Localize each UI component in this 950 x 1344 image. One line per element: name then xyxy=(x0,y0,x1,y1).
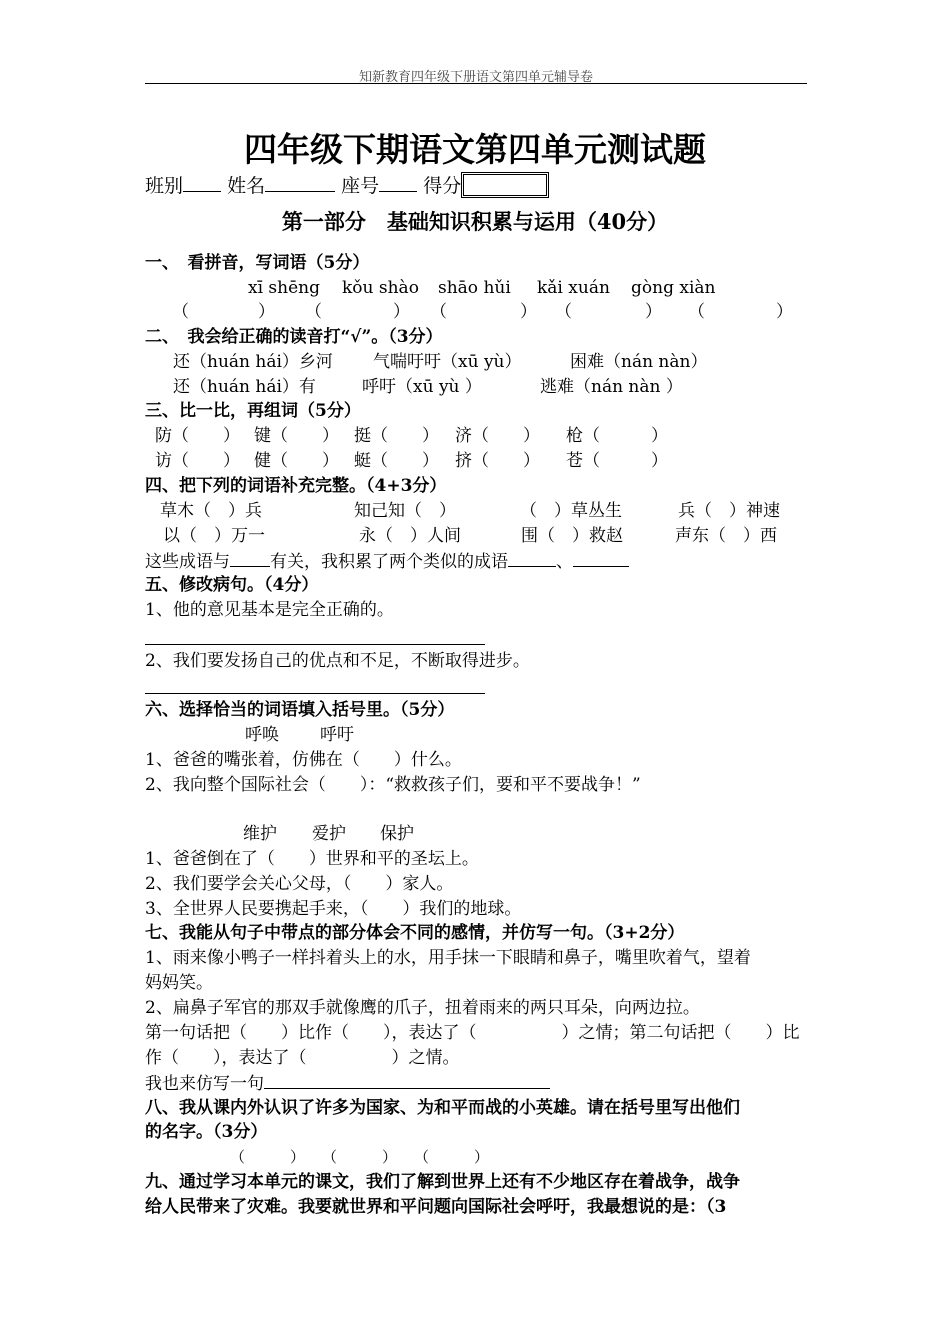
paren-close: ） xyxy=(393,302,410,322)
q2-item: 呼吁（xū yù ） xyxy=(362,377,482,397)
q7-imitate-label: 我也来仿写一句 xyxy=(145,1074,264,1094)
word-option: 维护 xyxy=(243,824,277,844)
q1-title: 一、 看拼音，写词语（5分） xyxy=(145,253,370,273)
class-label: 班别 xyxy=(145,175,184,197)
hero-name-blank[interactable]: （ ） xyxy=(414,1148,490,1166)
answer-blank[interactable] xyxy=(230,550,270,567)
q5-title: 五、修改病句。（4分） xyxy=(145,575,319,595)
q4-summary xyxy=(145,550,629,573)
pinyin-4: kǎi xuán xyxy=(537,278,610,298)
q3-title: 三、比一比，再组词（5分） xyxy=(145,401,361,421)
q3-item: 访（ ） xyxy=(155,451,240,471)
q7-imitate xyxy=(145,1072,550,1095)
paren-open: （ xyxy=(555,302,572,322)
q7-fill-text: 作（ ），表达了（ ）之情。 xyxy=(145,1048,460,1068)
word-option: 爱护 xyxy=(312,824,346,844)
paren-close: ） xyxy=(258,302,275,322)
paren-open: （ xyxy=(688,302,705,322)
q4-item: （ ）草丛生 xyxy=(520,501,622,521)
q3-item: 蜓（ ） xyxy=(354,451,439,471)
paren-open: （ xyxy=(430,302,447,322)
q4-item: 永（ ）人间 xyxy=(359,526,461,546)
q3-item: 防（ ） xyxy=(155,426,240,446)
q7-title: 七、我能从句子中带点的部分体会不同的感情，并仿写一句。（3+2分） xyxy=(145,923,685,943)
q2-item: 气喘吁吁（xū yù） xyxy=(373,352,522,372)
q6-sentence: 1、爸爸的嘴张着，仿佛在（ ）什么。 xyxy=(145,750,462,770)
pinyin-1: xī shēng xyxy=(248,278,320,298)
name-label: 姓名 xyxy=(227,175,266,197)
answer-blank[interactable] xyxy=(508,550,556,567)
q4-summary-text: 这些成语与 xyxy=(145,552,230,572)
q4-item: 以（ ）万一 xyxy=(163,526,265,546)
answer-line[interactable] xyxy=(145,693,485,694)
name-blank[interactable] xyxy=(265,175,335,192)
q4-item: 兵（ ）神速 xyxy=(678,501,780,521)
class-blank[interactable] xyxy=(183,175,221,192)
q3-item: 枪（ ） xyxy=(566,426,668,446)
page-title: 四年级下期语文第四单元测试题 xyxy=(244,130,706,169)
word-option: 呼吁 xyxy=(320,725,354,745)
q4-item: 声东（ ）西 xyxy=(675,526,777,546)
q8-title: 八、我从课内外认识了许多为国家、为和平而战的小英雄。请在括号里写出他们 xyxy=(145,1098,740,1118)
hero-name-blank[interactable]: （ ） xyxy=(230,1148,306,1166)
q4-item: 知己知（ ） xyxy=(354,501,456,521)
q4-summary-text: 、 xyxy=(556,552,573,572)
q3-item: 挤（ ） xyxy=(455,451,540,471)
q5-sentence-1: 1、他的意见基本是完全正确的。 xyxy=(145,600,394,620)
seat-blank[interactable] xyxy=(379,175,417,192)
seat-label: 座号 xyxy=(341,175,380,197)
q5-sentence-2: 2、我们要发扬自己的优点和不足，不断取得进步。 xyxy=(145,651,530,671)
student-info xyxy=(145,174,547,198)
running-header: 知新教育四年级下册语文第四单元辅导卷 xyxy=(358,70,593,85)
paren-open: （ xyxy=(305,302,322,322)
q9-title: 给人民带来了灾难。我要就世界和平问题向国际社会呼吁，我最想说的是：（3 xyxy=(145,1197,727,1217)
q2-item: 逃难（nán nàn ） xyxy=(540,377,683,397)
hero-name-blank[interactable]: （ ） xyxy=(322,1148,398,1166)
q2-item: 还（huán hái）有 xyxy=(173,377,316,397)
q2-item: 还（huán hái）乡河 xyxy=(173,352,333,372)
q7-sentence: 1、雨来像小鸭子一样抖着头上的水，用手抹一下眼睛和鼻子，嘴里吹着气，望着 xyxy=(145,948,751,968)
header-rule xyxy=(145,83,807,84)
q7-fill-text: 第一句话把（ ）比作（ ），表达了（ ）之情；第二句话把（ ）比 xyxy=(145,1023,800,1043)
answer-line[interactable] xyxy=(145,644,485,645)
q3-item: 挺（ ） xyxy=(354,426,439,446)
word-option: 呼唤 xyxy=(245,725,279,745)
answer-blank[interactable] xyxy=(573,550,629,567)
q6-sentence: 3、全世界人民要携起手来，（ ）我们的地球。 xyxy=(145,899,522,919)
q4-summary-text: 有关，我积累了两个类似的成语 xyxy=(270,552,508,572)
paren-close: ） xyxy=(645,302,662,322)
q2-title: 二、 我会给正确的读音打“√”。（3分） xyxy=(145,327,443,347)
paren-close: ） xyxy=(776,302,793,322)
pinyin-5: gòng xiàn xyxy=(631,278,716,298)
paren-close: ） xyxy=(520,302,537,322)
q7-sentence: 2、扁鼻子军官的那双手就像鹰的爪子，扭着雨来的两只耳朵，向两边拉。 xyxy=(145,998,700,1018)
q4-item: 草木（ ）兵 xyxy=(160,501,262,521)
paren-open: （ xyxy=(172,302,189,322)
score-box[interactable] xyxy=(463,174,547,196)
answer-blank[interactable] xyxy=(264,1072,550,1089)
part-one-heading: 第一部分 基础知识积累与运用（40分） xyxy=(281,209,669,234)
q6-sentence: 2、我向整个国际社会（ ）：“救救孩子们，要和平不要战争！” xyxy=(145,775,641,795)
q6-sentence: 2、我们要学会关心父母，（ ）家人。 xyxy=(145,874,454,894)
q2-item: 困难（nán nàn） xyxy=(570,352,708,372)
q3-item: 苍（ ） xyxy=(566,451,668,471)
q9-title: 九、通过学习本单元的课文，我们了解到世界上还有不少地区存在着战争，战争 xyxy=(145,1172,740,1192)
q3-item: 健（ ） xyxy=(254,451,339,471)
q8-title: 的名字。（3分） xyxy=(145,1122,268,1142)
score-label: 得分 xyxy=(423,175,462,197)
q7-sentence: 妈妈笑。 xyxy=(145,973,213,993)
word-option: 保护 xyxy=(380,824,414,844)
q3-item: 济（ ） xyxy=(455,426,540,446)
pinyin-3: shāo hǔi xyxy=(438,278,511,298)
pinyin-2: kǒu shào xyxy=(342,278,419,298)
q4-item: 围（ ）救赵 xyxy=(521,526,623,546)
q3-item: 键（ ） xyxy=(254,426,339,446)
q4-title: 四、把下列的词语补充完整。（4+3分） xyxy=(145,476,447,496)
q6-title: 六、选择恰当的词语填入括号里。（5分） xyxy=(145,700,455,720)
q6-sentence: 1、爸爸倒在了（ ）世界和平的圣坛上。 xyxy=(145,849,479,869)
